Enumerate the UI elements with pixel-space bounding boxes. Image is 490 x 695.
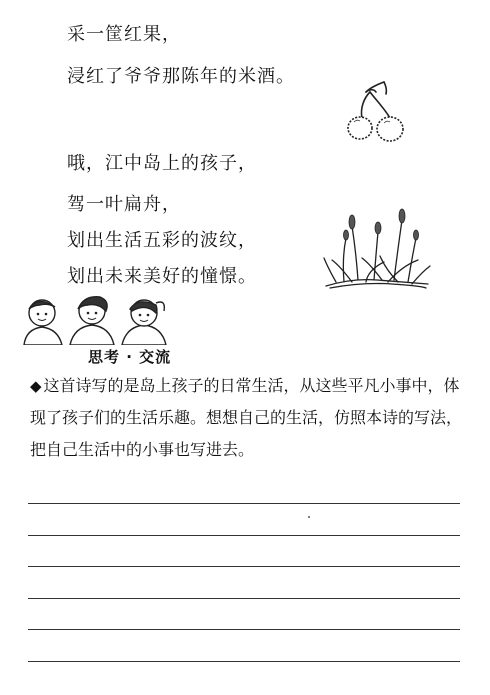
cherries-illustration xyxy=(340,78,412,144)
writing-line-1[interactable] xyxy=(28,503,460,504)
exercise-prompt-text: 这首诗写的是岛上孩子的日常生活，从这些平凡小事中，体现了孩子们的生活乐趣。想想自己的生活，仿照本诗的写法，把自己生活中的小事也写进去。 xyxy=(30,376,463,459)
diamond-bullet-icon: ◆ xyxy=(30,377,42,395)
writing-line-4[interactable] xyxy=(28,598,460,599)
poem-line-6: 划出未来美好的憧憬。 xyxy=(67,266,257,287)
writing-line-5[interactable] xyxy=(28,629,460,630)
reeds-illustration xyxy=(322,208,432,292)
exercise-prompt xyxy=(30,370,470,466)
print-speck xyxy=(308,516,310,518)
children-illustration xyxy=(18,293,170,345)
poem-line-4: 驾一叶扁舟， xyxy=(67,194,181,215)
poem-line-1: 采一筐红果， xyxy=(67,24,181,45)
section-title: 思考 · 交流 xyxy=(88,348,172,366)
poem-line-2: 浸红了爷爷那陈年的米酒。 xyxy=(67,66,295,87)
writing-line-3[interactable] xyxy=(28,566,460,567)
poem-line-3: 哦，江中岛上的孩子， xyxy=(67,153,257,174)
poem-line-5: 划出生活五彩的波纹， xyxy=(67,230,257,251)
writing-line-2[interactable] xyxy=(28,535,460,536)
writing-line-6[interactable] xyxy=(28,661,460,662)
